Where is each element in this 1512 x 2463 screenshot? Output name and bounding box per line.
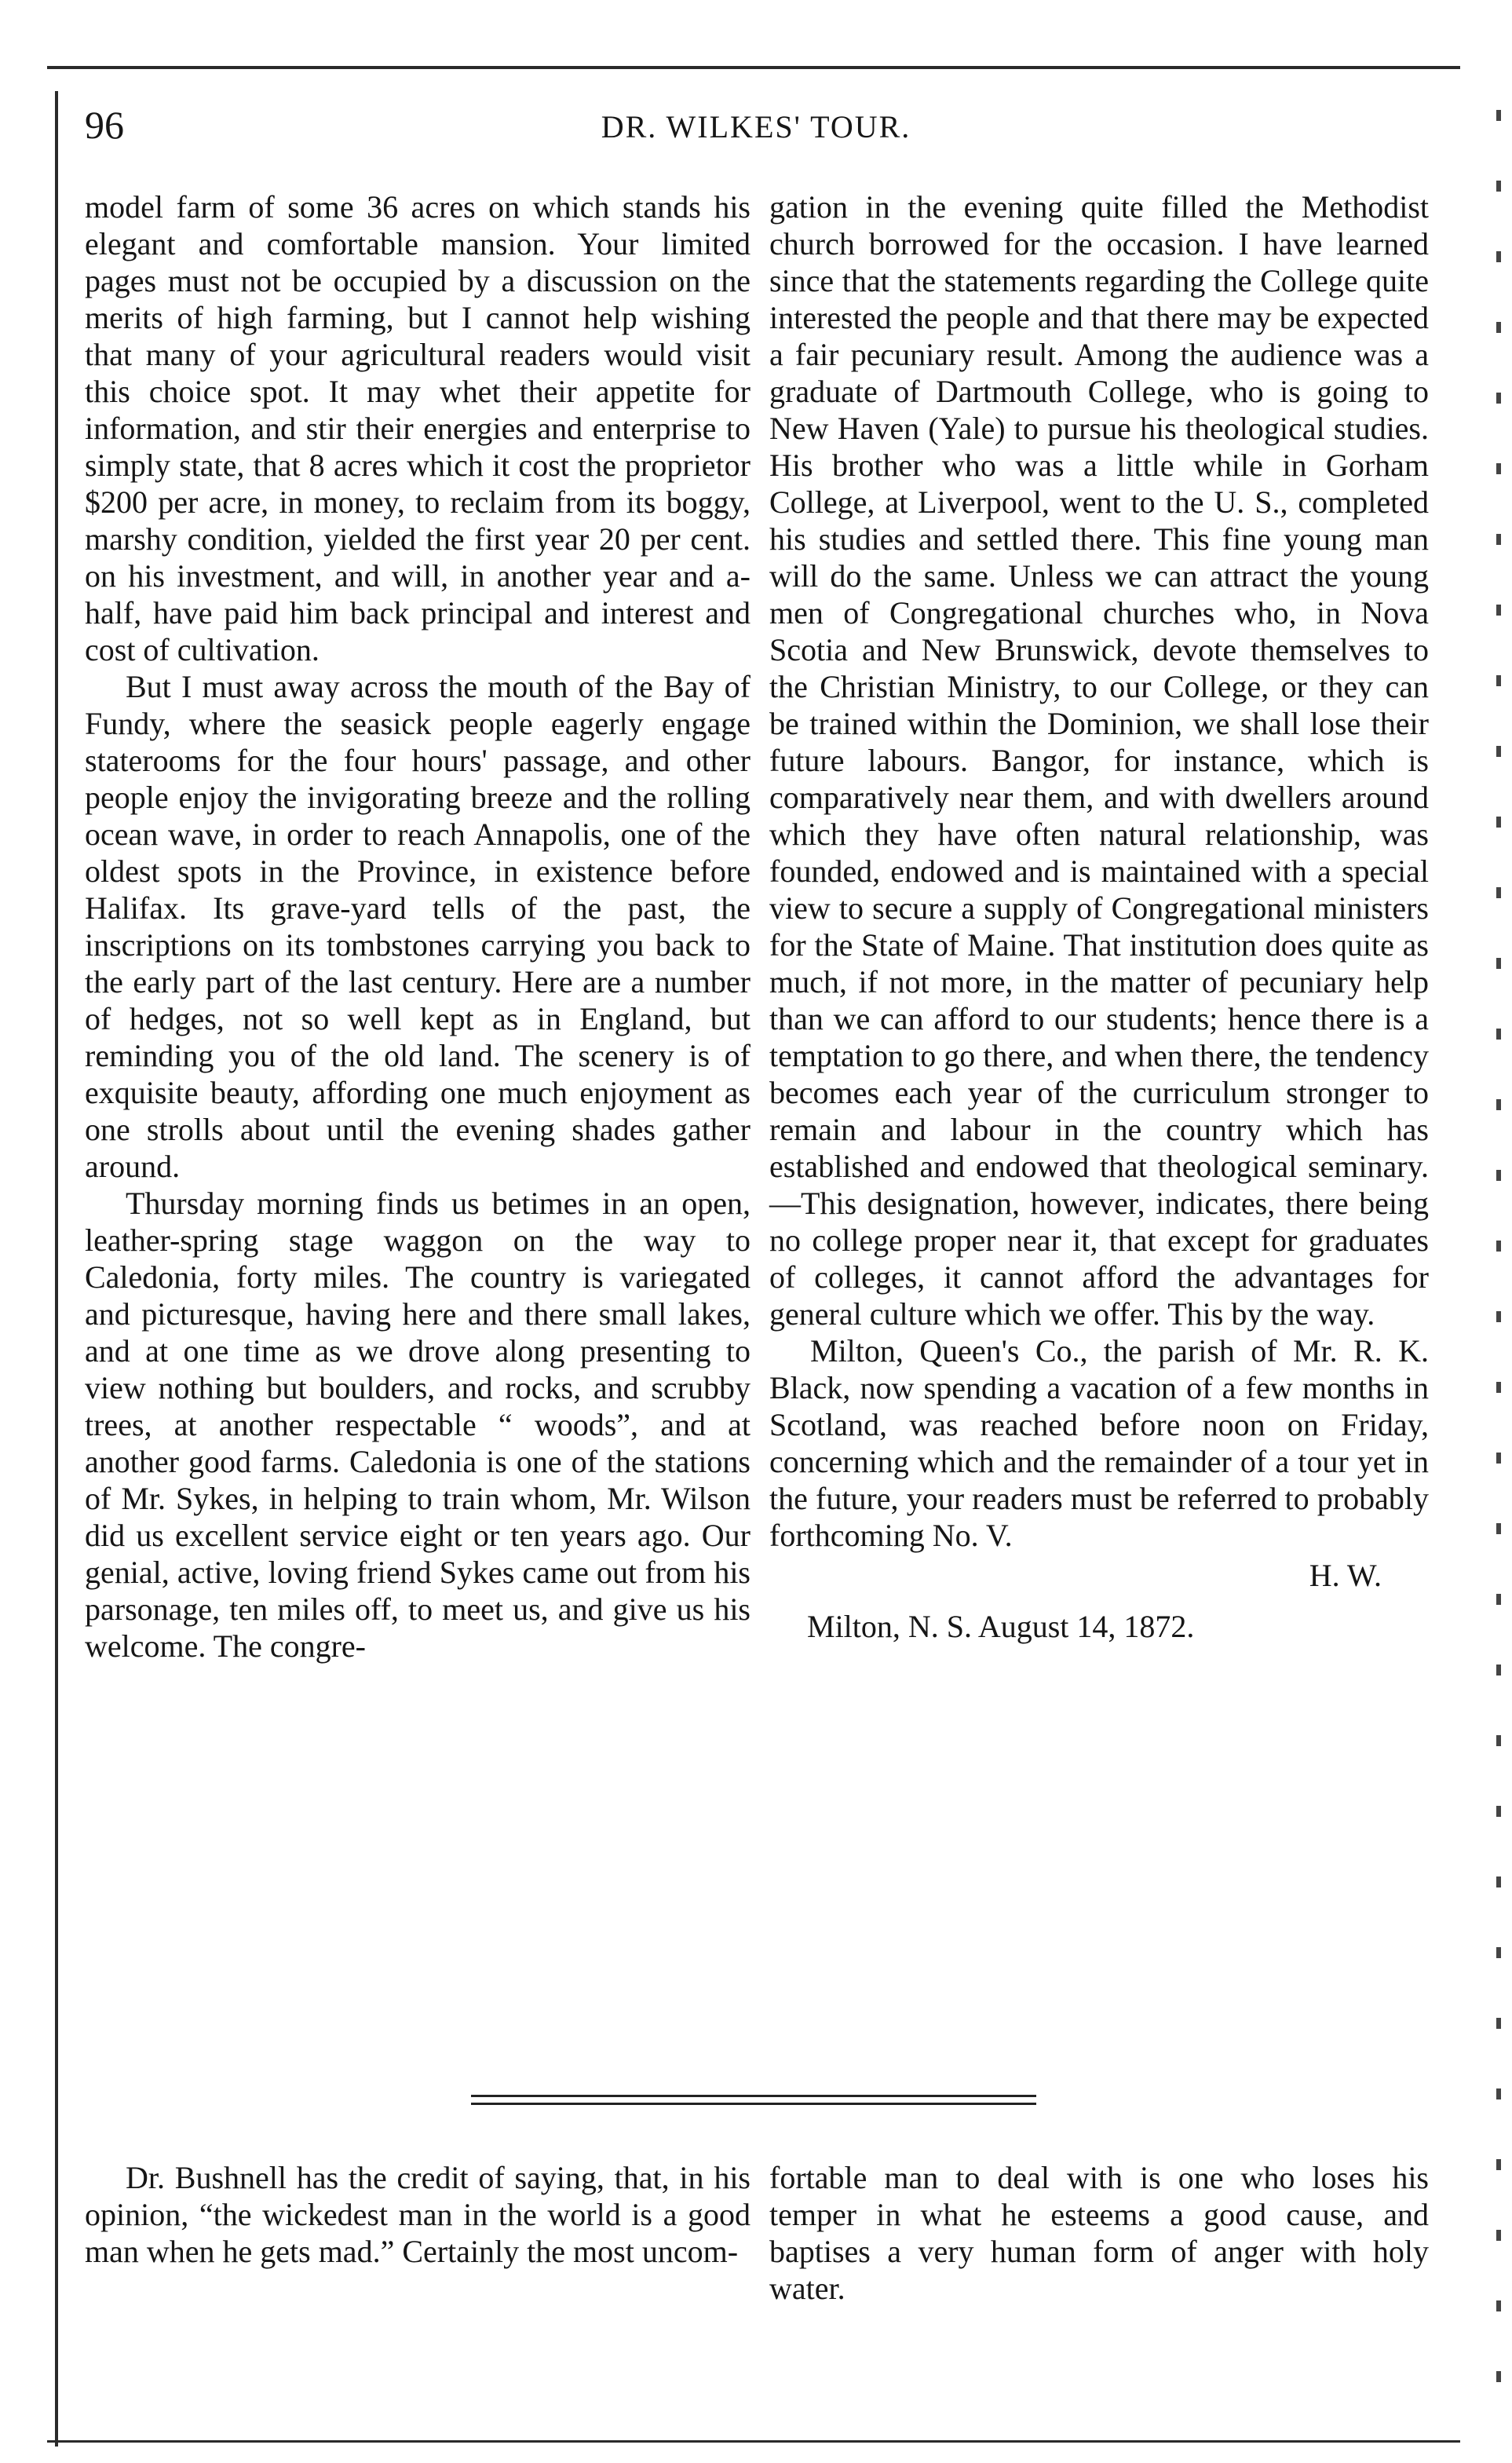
section-separator	[471, 2095, 1036, 2107]
bottom-rule	[47, 2440, 1460, 2443]
dateline: Milton, N. S. August 14, 1872.	[807, 1609, 1195, 1644]
note-paragraph-end: fortable man to deal with is one who loses his temper in what he esteems a good cause, and baptises a very human form of anger with holy water.	[769, 2160, 1429, 2306]
article-left-column	[85, 188, 751, 1665]
right-edge-marks	[1496, 110, 1501, 2387]
running-title: DR. WILKES' TOUR.	[601, 109, 911, 144]
signature: H. W.	[1309, 1558, 1382, 1593]
article-paragraph-2: But I must away across the mouth of the Bay of Fundy, where the seasick people eagerly engage staterooms for the four hours' passage, and other people enjoy the invigorating breeze and the rolling ocean wave, in order to reach Annapolis, one of the oldest spots in the Province, in existence before Halifax. Its grave-yard tells of the past, the inscriptions on its tombstones carrying you back to the early part of the last century. Here are a number of hedges, not so well kept as in England, but reminding you of the old land. The scenery is of exquisite beauty, affording one much enjoyment as one strolls about until the evening shades gather around.	[85, 669, 751, 1184]
article-paragraph-1: model farm of some 36 acres on which stands his elegant and comfortable mansion. Your limited pages must not be occupied by a discussion on the merits of high farming, but I cannot help wishing that many of your agricultural readers would visit this choice spot. It may whet their appetite for information, and stir their energies and enterprise to simply state, that 8 acres which it cost the proprietor $200 per acre, in money, to reclaim from its boggy, marshy condition, yielded the first year 20 per cent. on his investment, and will, in another year and a-half, have paid him back principal and interest and cost of cultivation.	[85, 189, 751, 667]
left-margin-rule	[55, 91, 58, 2447]
article-paragraph-4: gation in the evening quite filled the Methodist church borrowed for the occasion. I have learned since that the statements regarding the College quite interested the people and that there may be expected a fair pecuniary result. Among the audience was a graduate of Dartmouth College, who is going to New Haven (Yale) to pursue his theological studies. His brother who was a little while in Gorham College, at Liverpool, went to the U. S., completed his studies and settled there. This fine young man will do the same. Unless we can attract the young men of Congregational churches who, in Nova Scotia and New Brunswick, devote themselves to the Christian Ministry, to our College, or they can be trained within the Dominion, we shall lose their future labours. Bangor, for instance, which is comparatively near them, and with dwellers around which they have often natural relationship, was founded, endowed and is maintained with a special view to secure a supply of Congregational ministers for the State of Maine. That institution does quite as much, if not more, in the matter of pecuniary help than we can afford to our students; hence there is a temptation to go there, and when there, the tendency becomes each year of the curriculum stronger to remain and labour in the country which has established and endowed that theological seminary.—This designation, however, indicates, there being no college proper near it, that except for graduates of colleges, it cannot afford the advantages for general culture which we offer. This by the way.	[769, 189, 1429, 1332]
note-right-column	[769, 2159, 1429, 2307]
article-right-column	[769, 188, 1429, 1645]
top-rule	[47, 66, 1460, 69]
article-paragraph-3: Thursday morning finds us betimes in an open, leather-spring stage waggon on the way to Caledonia, forty miles. The country is variegated and picturesque, having here and there small lakes, and at one time as we drove along presenting to view nothing but boulders, and rocks, and scrubby trees, at another respectable “ woods”, and at another good farms. Caledonia is one of the stations of Mr. Sykes, in helping to train whom, Mr. Wilson did us excellent service eight or ten years ago. Our genial, active, loving friend Sykes came out from his parsonage, ten miles off, to meet us, and give us his welcome. The congre-	[85, 1186, 751, 1664]
article-paragraph-5: Milton, Queen's Co., the parish of Mr. R. K. Black, now spending a vacation of a few months in Scotland, was reached before noon on Friday, concerning which and the remainder of a tour yet in the future, your readers must be referred to probably forthcoming No. V.	[769, 1333, 1429, 1553]
page-number: 96	[85, 103, 124, 147]
note-paragraph-start: Dr. Bushnell has the credit of saying, that, in his opinion, “the wickedest man in the world is a good man when he gets mad.” Certainly the most uncom-	[85, 2160, 751, 2269]
note-left-column	[85, 2159, 751, 2270]
